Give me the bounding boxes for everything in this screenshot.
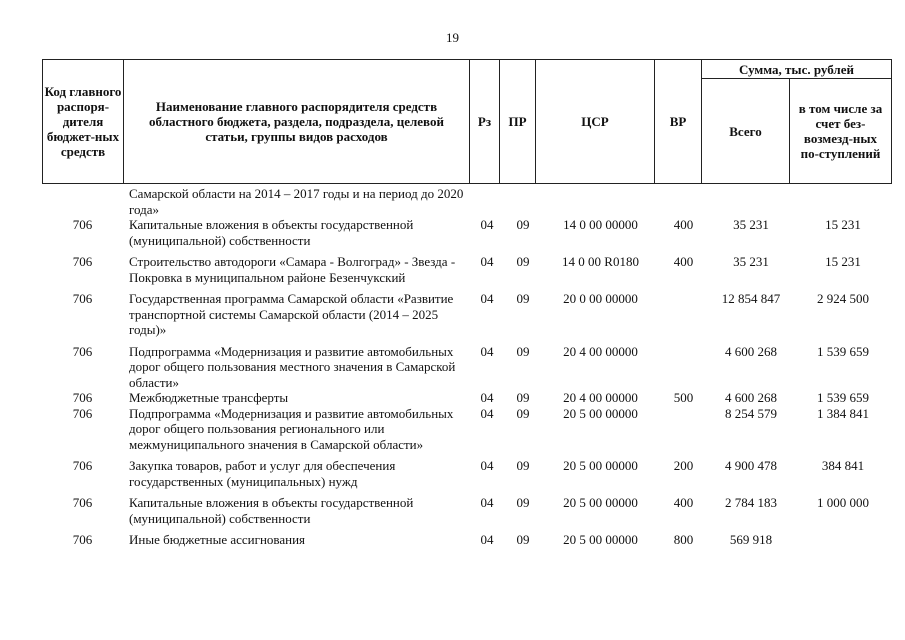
table-row [42,390,891,406]
table-row [42,186,891,217]
row-free: 15 231 [825,254,861,269]
row-rz: 04 [480,291,494,306]
row-rz: 04 [480,405,494,421]
row-csr: 20 0 00 00000 [563,291,638,306]
row-name: Иные бюджетные ассигнования [129,532,306,547]
row-name: Закупка товаров, работ и услуг для обеспечения государственных (муниципальных) нужд [129,458,396,489]
row-code: 706 [72,458,93,473]
row-rz: 04 [480,254,494,269]
table-row [42,495,891,526]
row-total: 2 784 183 [725,495,777,510]
row-free: 384 841 [821,458,865,473]
row-pr: 09 [516,390,530,405]
row-vr: 400 [673,254,694,269]
table-row [42,458,891,489]
row-code: 706 [72,291,93,306]
row-code: 706 [72,343,93,359]
row-pr: 09 [516,495,530,510]
row-free: 1 000 000 [817,495,869,510]
row-total: 35 231 [733,254,769,269]
row-vr: 800 [673,532,694,547]
table-row [42,291,891,338]
row-total: 12 854 847 [721,291,781,306]
row-vr: 400 [673,495,694,510]
row-free: 15 231 [825,217,861,232]
row-rz: 04 [480,390,494,405]
row-code: 706 [72,254,93,269]
row-name: Строительство автодороги «Самара - Волгоград» - Звезда - Покровка в муниципальном районе Безенчукский [129,254,456,285]
row-total: 4 600 268 [725,343,777,359]
row-name: Капитальные вложения в объекты государственной (муниципальной) собственности [129,495,414,526]
header-free: в том числе за счет без-возмезд-ных по-ступлений [790,79,892,184]
row-total: 4 600 268 [725,390,777,405]
row-name: Самарской области на 2014 – 2017 годы и на период до 2020 года» [129,186,464,217]
table-header [42,59,892,184]
header-rz: Рз [470,60,500,184]
row-pr: 09 [516,291,530,306]
row-vr: 400 [673,217,694,232]
table-row [42,254,891,285]
page-number: 19 [446,30,459,45]
row-name: Государственная программа Самарской области «Развитие транспортной системы Самарской области (2014 – 2025 годы)» [129,291,454,337]
row-rz: 04 [480,217,494,232]
header-name: Наименование главного распорядителя средств областного бюджета, раздела, подраздела, целевой статьи, группы видов расходов [124,60,470,184]
row-code: 706 [72,405,93,421]
table-row [42,406,891,453]
row-csr: 14 0 00 00000 [563,217,638,232]
row-rz: 04 [480,532,494,547]
row-pr: 09 [516,343,530,359]
header-vr: ВР [655,60,702,184]
row-code: 706 [72,495,93,510]
table-row [42,217,891,248]
row-code: 706 [72,217,93,232]
table-body [42,186,891,548]
row-pr: 09 [516,217,530,232]
row-free: 1 539 659 [817,390,869,405]
row-code: 706 [72,532,93,547]
row-free: 1 384 841 [817,405,869,421]
table-row [42,344,891,391]
header-csr: ЦСР [536,60,655,184]
row-total: 569 918 [729,532,773,547]
row-csr: 20 4 00 00000 [563,390,638,405]
row-pr: 09 [516,405,530,421]
row-total: 4 900 478 [725,458,777,473]
row-csr: 20 5 00 00000 [563,495,638,510]
row-rz: 04 [480,343,494,359]
row-csr: 14 0 00 R0180 [562,254,639,269]
header-code: Код главного распоря-дителя бюджет-ных средств [43,60,124,184]
row-vr: 500 [673,390,694,405]
row-name: Межбюджетные трансферты [129,390,289,405]
row-csr: 20 5 00 00000 [563,458,638,473]
row-pr: 09 [516,532,530,547]
header-pr: ПР [500,60,536,184]
row-rz: 04 [480,458,494,473]
header-total: Всего [702,79,790,184]
header-sum: Сумма, тыс. рублей [702,60,892,79]
row-name: Капитальные вложения в объекты государственной (муниципальной) собственности [129,217,414,248]
table-row [42,532,891,548]
row-name: Подпрограмма «Модернизация и развитие автомобильных дорог общего пользования местного значения в Самарской области» [129,343,456,390]
row-vr: 200 [673,458,694,473]
row-total: 35 231 [733,217,769,232]
row-csr: 20 5 00 00000 [563,405,638,421]
row-free: 2 924 500 [817,291,869,306]
row-csr: 20 5 00 00000 [563,532,638,547]
row-csr: 20 4 00 00000 [563,343,638,359]
row-total: 8 254 579 [725,405,777,421]
row-pr: 09 [516,254,530,269]
row-pr: 09 [516,458,530,473]
row-rz: 04 [480,495,494,510]
row-code: 706 [72,390,93,405]
row-free: 1 539 659 [817,343,869,359]
row-name: Подпрограмма «Модернизация и развитие автомобильных дорог общего пользования регионального или межмуниципального значения в Самарской области» [129,405,454,452]
